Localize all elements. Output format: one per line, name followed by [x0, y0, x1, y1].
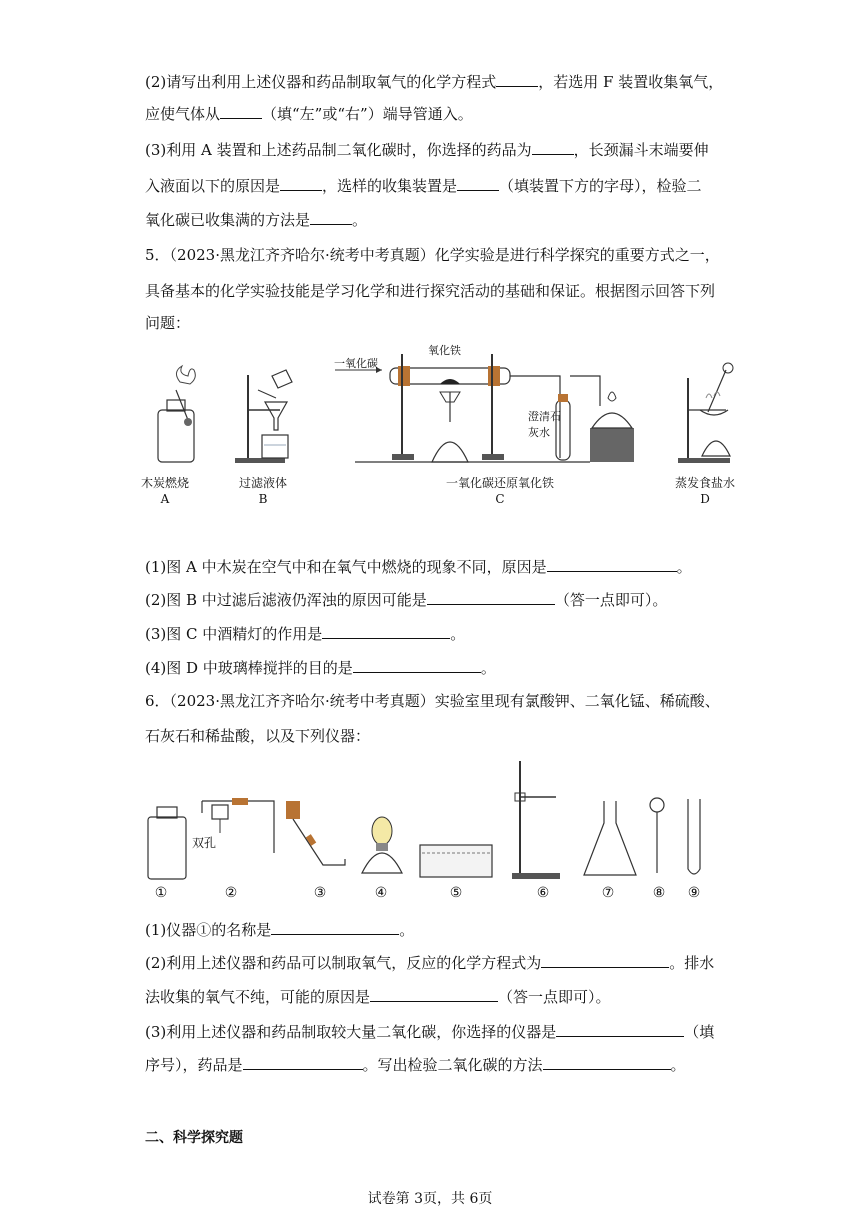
label-2: ② [224, 885, 238, 901]
limewater-label-1: 澄清石 [528, 410, 561, 423]
label-6: ⑥ [536, 885, 550, 901]
answer-blank[interactable] [541, 953, 669, 968]
q4-part3-text-a: (3)利用 A 装置和上述药品制二氧化碳时，你选择的药品为 [145, 141, 532, 159]
answer-blank[interactable] [353, 658, 481, 673]
co-reduction-apparatus [335, 354, 634, 462]
q6-subq2-text-b: 。排水 [669, 954, 715, 972]
q5-subq3-end: 。 [450, 625, 466, 643]
q4-part3-text-e: （填装置下方的字母），检验二 [499, 177, 702, 195]
answer-blank[interactable] [220, 104, 262, 119]
q5-subq4 [145, 658, 496, 678]
bent-delivery-tube [286, 801, 345, 865]
q6-intro-line2: 石灰石和稀盐酸，以及下列仪器： [145, 727, 371, 745]
q6-subq1-end: 。 [399, 921, 415, 939]
answer-blank[interactable] [532, 140, 574, 155]
q4-part3-text-d: ，选样的收集装置是 [322, 177, 458, 195]
q5-subq1-text: (1)图 A 中木炭在空气中和在氧气中燃烧的现象不同，原因是 [145, 558, 547, 576]
q5-intro-line2: 具备基本的化学实验技能是学习化学和进行探究活动的基础和保证。根据图示回答下列 [145, 282, 716, 300]
q4-part2-text-d: （填“左”或“右”）端导管通入。 [262, 105, 473, 123]
q5-subq3-text: (3)图 C 中酒精灯的作用是 [145, 625, 323, 643]
q6-subq2-text-c: 法收集的氧气不纯，可能的原因是 [145, 988, 371, 1006]
long-neck-funnel [650, 798, 664, 873]
q6-subq3-text-d: 。写出检验二氧化碳的方法 [362, 1056, 543, 1074]
page-footer: 试卷第 3页，共 6页 [367, 1191, 493, 1207]
q5-subq2-end: （答一点即可）。 [554, 591, 668, 609]
q5-subq4-text: (4)图 D 中玻璃棒搅拌的目的是 [145, 659, 353, 677]
q4-part2-text-b: ，若选用 F 装置收集氧气， [538, 73, 724, 91]
iron-stand [512, 761, 560, 879]
answer-blank[interactable] [547, 557, 677, 572]
letter-C: C [495, 492, 505, 506]
q5-subq4-end: 。 [480, 659, 496, 677]
q6-subq2-text-d: （答一点即可）。 [498, 988, 611, 1006]
q6-subq3-line1 [145, 1022, 714, 1042]
q6-subq1 [145, 920, 414, 940]
co-label: 一氧化碳 [334, 357, 378, 370]
answer-blank[interactable] [322, 624, 450, 639]
answer-blank[interactable] [243, 1055, 363, 1070]
q6-subq2-text-a: (2)利用上述仪器和药品可以制取氧气，反应的化学方程式为 [145, 954, 542, 972]
answer-blank[interactable] [310, 210, 352, 225]
answer-blank[interactable] [496, 72, 538, 87]
q6-subq2-line2 [145, 987, 611, 1007]
caption-C: 一氧化碳还原氧化铁 [445, 476, 554, 490]
q4-part2-text-c: 应使气体从 [145, 105, 221, 123]
q5-subq2-text: (2)图 B 中过滤后滤液仍浑浊的原因可能是 [145, 591, 427, 609]
label-8: ⑧ [652, 885, 666, 901]
q4-part3-text-c: 入液面以下的原因是 [145, 177, 281, 195]
double-hole-label: 双孔 [192, 836, 217, 850]
q5-intro-line1: 5．（2023·黑龙江齐齐哈尔·统考中考真题）化学实验是进行科学探究的重要方式之一， [145, 246, 720, 264]
answer-blank[interactable] [280, 176, 322, 191]
evaporation-setup [678, 363, 733, 463]
section-heading: 二、科学探究题 [145, 1130, 243, 1146]
letter-B: B [258, 492, 268, 506]
filtration-setup [235, 370, 292, 463]
q4-part2-text-a: (2)请写出利用上述仪器和药品制取氧气的化学方程式 [145, 73, 497, 91]
answer-blank[interactable] [271, 920, 399, 935]
q4-part2-line1 [145, 72, 723, 92]
q5-intro-line3: 问题： [145, 314, 191, 332]
answer-blank[interactable] [556, 1022, 684, 1037]
answer-blank[interactable] [427, 590, 555, 605]
q4-part3-text-f: 氧化碳已收集满的方法是 [145, 211, 311, 229]
water-trough [420, 845, 492, 877]
q6-subq3-text-c: 序号），药品是 [145, 1056, 243, 1074]
q6-subq3-text-e: 。 [670, 1056, 686, 1074]
q6-subq3-text-a: (3)利用上述仪器和药品制取较大量二氧化碳，你选择的仪器是 [145, 1023, 557, 1041]
answer-blank[interactable] [543, 1055, 671, 1070]
label-3: ③ [313, 885, 327, 901]
label-1: ① [154, 885, 168, 901]
label-4: ④ [374, 885, 388, 901]
gas-collecting-bottle [148, 807, 186, 879]
q6-instruments-figure [140, 755, 720, 885]
q4-part2-line2 [145, 104, 473, 124]
test-tube [688, 799, 700, 874]
q6-subq2-line1 [145, 953, 714, 973]
q6-subq3-text-b: （填 [684, 1023, 715, 1041]
q6-subq1-text: (1)仪器①的名称是 [145, 921, 272, 939]
answer-blank[interactable] [370, 987, 498, 1002]
q4-part3-line3 [145, 210, 367, 230]
letter-A: A [160, 492, 170, 506]
q5-subq2 [145, 590, 667, 610]
q5-subq1-end: 。 [676, 558, 692, 576]
q4-part3-text-g: 。 [352, 211, 368, 229]
label-7: ⑦ [601, 885, 615, 901]
alcohol-lamp [362, 817, 402, 873]
conical-flask [584, 801, 636, 875]
q5-subq1 [145, 557, 692, 577]
q5-subq3 [145, 624, 465, 644]
caption-A: 木炭燃烧 [140, 476, 189, 490]
caption-B: 过滤液体 [238, 476, 287, 490]
caption-D: 蒸发食盐水 [674, 476, 735, 490]
answer-blank[interactable] [457, 176, 499, 191]
iron-oxide-label: 氧化铁 [428, 344, 461, 357]
limewater-label-2: 灰水 [528, 426, 550, 439]
label-9: ⑨ [687, 885, 701, 901]
letter-D: D [700, 492, 710, 506]
charcoal-burning-bottle [158, 366, 195, 462]
q6-intro-line1: 6．（2023·黑龙江齐齐哈尔·统考中考真题）实验室里现有氯酸钾、二氧化锰、稀硫酸、 [145, 692, 720, 710]
label-5: ⑤ [449, 885, 463, 901]
q4-part3-text-b: ，长颈漏斗末端要伸 [573, 141, 709, 159]
q6-subq3-line2 [145, 1055, 686, 1075]
q4-part3-line2 [145, 176, 702, 196]
q4-part3-line1 [145, 140, 709, 160]
